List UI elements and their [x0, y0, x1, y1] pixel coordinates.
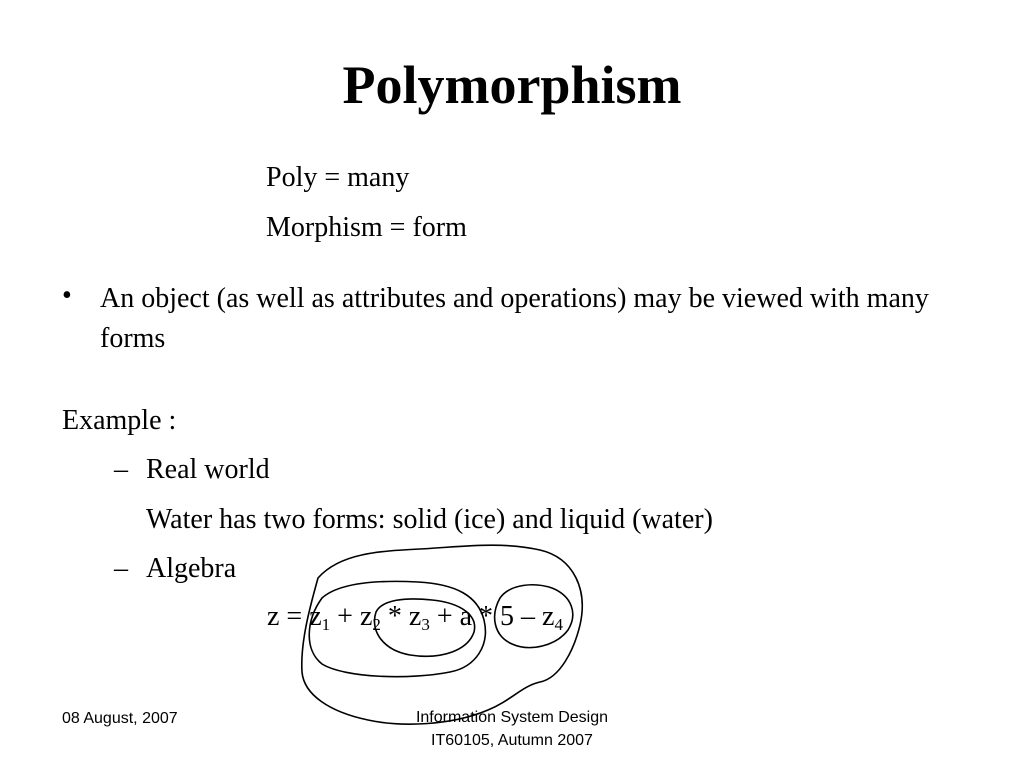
- algebra-equation: [267, 600, 563, 634]
- footer-course: [372, 706, 652, 752]
- algebra-label: Algebra: [146, 553, 237, 584]
- footer-date: 08 August, 2007: [62, 710, 178, 727]
- equation-op-2: * z: [380, 601, 422, 632]
- equation-subscript-3: 3: [421, 615, 430, 634]
- definition-poly: Poly = many: [266, 162, 410, 193]
- slide-title: Polymorphism: [342, 55, 682, 115]
- equation-op-3: + a * 5 – z: [429, 601, 555, 632]
- outer-grouping-loop: [302, 545, 582, 724]
- equation-op-1: + z: [330, 601, 373, 632]
- water-example-text: Water has two forms: solid (ice) and liquid (water): [146, 504, 713, 535]
- equation-subscript-1: 1: [321, 615, 331, 634]
- example-label: Example :: [62, 405, 177, 436]
- bullet-text: An object (as well as attributes and operations) may be viewed with many forms: [100, 283, 929, 354]
- footer-course-term: IT60105, Autumn 2007: [431, 732, 593, 749]
- equation-subscript-2: 2: [372, 615, 381, 634]
- bullet-marker: •: [62, 280, 72, 311]
- footer-course-name: Information System Design: [415, 709, 609, 726]
- dash-marker-algebra: –: [114, 553, 128, 584]
- equation-lhs: z = z: [267, 601, 322, 632]
- definition-morphism: Morphism = form: [266, 212, 467, 243]
- dash-marker-real-world: –: [114, 454, 128, 485]
- real-world-label: Real world: [146, 454, 270, 485]
- equation-subscript-4: 4: [554, 615, 563, 634]
